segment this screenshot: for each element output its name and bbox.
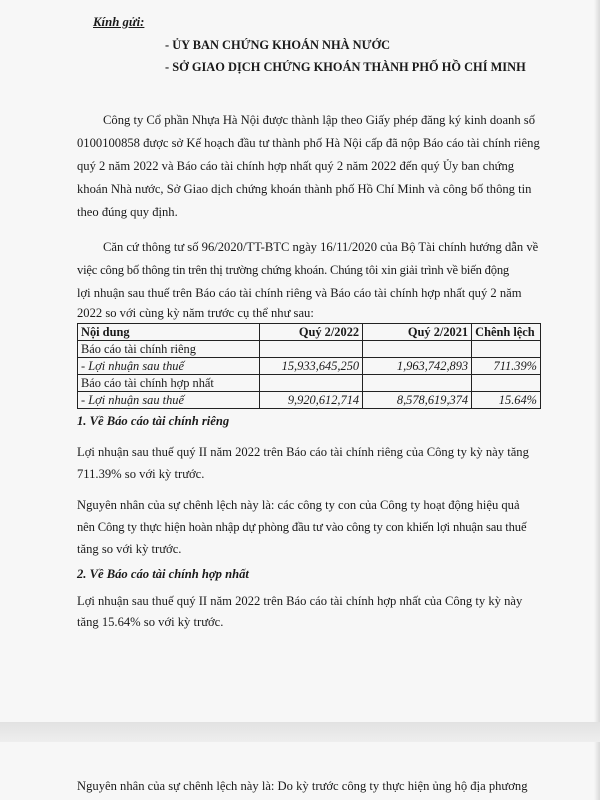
table-row — [78, 375, 541, 392]
table-cell: 1,963,742,893 — [363, 358, 472, 375]
table-cell — [363, 375, 472, 392]
basis-line: lợi nhuận sau thuế trên Báo cáo tài chính riêng và Báo cáo tài chính hợp nhất quý 2 năm — [77, 286, 522, 300]
header-cell: Chênh lệch — [472, 324, 541, 341]
kinh-gui-label: Kính gửi: — [93, 15, 145, 29]
table-cell: 15,933,645,250 — [260, 358, 363, 375]
table-cell: Báo cáo tài chính riêng — [78, 341, 260, 358]
intro-line: Công ty Cổ phần Nhựa Hà Nội được thành lập theo Giấy phép đăng ký kinh doanh số — [103, 113, 535, 127]
table-cell: 8,578,619,374 — [363, 392, 472, 409]
intro-line: khoán Nhà nước, Sở Giao dịch chứng khoán thành phố Hồ Chí Minh và công bố thông tin — [77, 182, 532, 196]
table-cell — [363, 341, 472, 358]
intro-line: quý 2 năm 2022 và Báo cáo tài chính hợp nhất quý 2 năm 2022 đến quý Ủy ban chứng — [77, 159, 515, 173]
table-cell: Báo cáo tài chính hợp nhất — [78, 375, 260, 392]
section-2-text: tăng 15.64% so với kỳ trước. — [77, 615, 224, 629]
basis-line: 2022 so với cùng kỳ năm trước cụ thể như sau: — [77, 306, 314, 320]
header-cell: Quý 2/2021 — [363, 324, 472, 341]
page-edge-shadow — [594, 742, 600, 800]
table-cell — [472, 375, 541, 392]
recipient-hose: - SỞ GIAO DỊCH CHỨNG KHOÁN THÀNH PHỐ HỒ CHÍ MINH — [165, 60, 526, 74]
section-1-heading: 1. Về Báo cáo tài chính riêng — [77, 414, 230, 428]
table-header-row — [78, 324, 541, 341]
document-page-2 — [0, 742, 600, 800]
section-2-heading: 2. Về Báo cáo tài chính hợp nhất — [77, 567, 249, 581]
table-row — [78, 392, 541, 409]
page-edge-shadow — [594, 0, 600, 722]
table-cell: - Lợi nhuận sau thuế — [78, 358, 260, 375]
recipient-ubck: - ỦY BAN CHỨNG KHOÁN NHÀ NƯỚC — [165, 38, 391, 52]
intro-line: 0100100858 được sở Kế hoạch đầu tư thành phố Hà Nội cấp đã nộp Báo cáo tài chính riêng — [77, 136, 540, 150]
table-cell: - Lợi nhuận sau thuế — [78, 392, 260, 409]
profit-comparison-table — [77, 323, 541, 409]
page-2-text: Nguyên nhân của sự chênh lệch này là: Do kỳ trước công ty thực hiện ủng hộ địa phương — [77, 779, 528, 793]
basis-line: Căn cứ thông tư số 96/2020/TT-BTC ngày 16/11/2020 của Bộ Tài chính hướng dẫn về — [103, 240, 539, 254]
table-row — [78, 358, 541, 375]
table-cell: 711.39% — [472, 358, 541, 375]
section-1-text: 711.39% so với kỳ trước. — [77, 467, 205, 481]
intro-line: theo đúng quy định. — [77, 205, 178, 219]
header-cell: Quý 2/2022 — [260, 324, 363, 341]
table-cell — [260, 341, 363, 358]
table-cell: 9,920,612,714 — [260, 392, 363, 409]
table-cell — [472, 341, 541, 358]
table-row — [78, 341, 541, 358]
section-1-reason: tăng so với kỳ trước. — [77, 542, 182, 556]
section-2-text: Lợi nhuận sau thuế quý II năm 2022 trên Báo cáo tài chính hợp nhất của Công ty kỳ này — [77, 594, 523, 608]
page-gap — [0, 722, 600, 742]
section-1-reason: Nguyên nhân của sự chênh lệch này là: các công ty con của Công ty hoạt động hiệu quả — [77, 498, 520, 512]
table-cell — [260, 375, 363, 392]
basis-line: việc công bố thông tin trên thị trường chứng khoán. Chúng tôi xin giải trình về biến động — [77, 263, 510, 277]
section-1-reason: nên Công ty thực hiện hoàn nhập dự phòng đầu tư vào công ty con khiến lợi nhuận sau thuế — [77, 520, 527, 534]
table-cell: 15.64% — [472, 392, 541, 409]
header-cell: Nội dung — [78, 324, 260, 341]
section-1-text: Lợi nhuận sau thuế quý II năm 2022 trên Báo cáo tài chính riêng của Công ty kỳ này tăng — [77, 445, 529, 459]
